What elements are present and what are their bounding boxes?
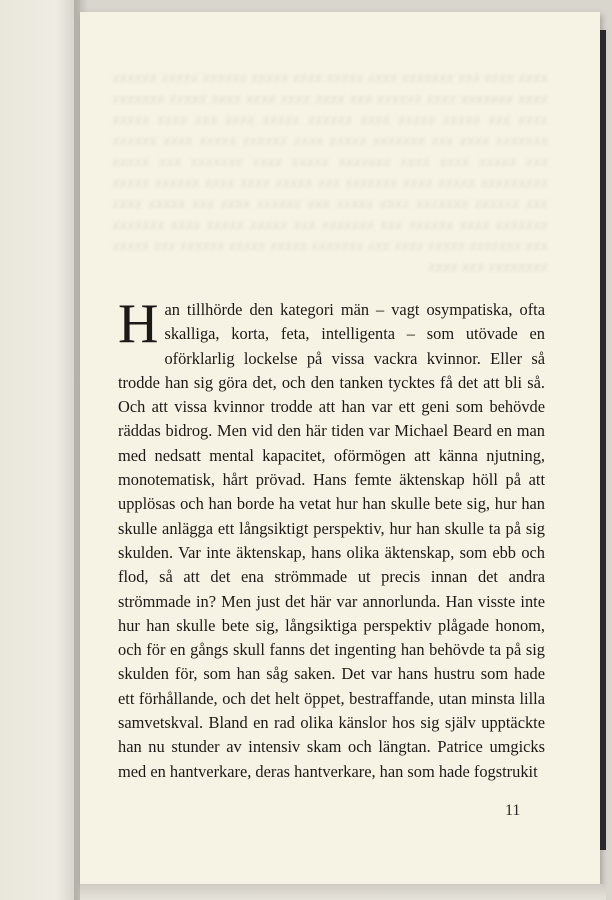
show-through-text: xxxx xxxx xxx xxxxxxx xxxx xxxxx xxxx xxxxx xxxxxx xxxxx xxxxxx xxxx xxxxxxx xxxx xxxxxx xxx xxxx xxxx xxxx xxxx xxxxx xxxxxxx xxxx xxx xxxxx xxxxx xxxx xxxxxx xxxxx xxxx xxx xxxx xxxxx xxxxxxx xxxx xxx xxxxxxx xxxxx xxxx xxxxxx xxxxx xxxx xxxxxx xxx xxxxx xxxx xxxx xxxxxxx xxxxx xxxx xxxxxxx xxx xxxxx xxxxxxxxx xxxxx xxxx xxxxxxx xxx xxxxx xxxx xxxx xxxxxx xxxxx xxx xxxxxx xxxxxxx xxxx xxxxx xxx xxxxxx xxxx xxx xxxxx xxxx xxxxxxx xxxx xxxxxx xxx xxxxxxx xxx xxxxx xxxxx xxxx xxxxxxx xxx xxxxxxx xxxxx xxxx xxx xxxxxxx xxxxx xxxxx xxxxxx xxx xxxxx xxxxxxxx xxx xxxx (112, 70, 548, 275)
left-page (0, 0, 80, 900)
drop-cap: H (118, 293, 159, 355)
page-number: 11 (505, 802, 521, 819)
book-cover-edge (600, 30, 606, 850)
page-bottom-edge (80, 884, 606, 900)
body-text: an tillhörde den kategori män – vagt osympatiska, ofta skalliga, korta, feta, intelligenta – som utövade en oförklarlig lockelse på vissa vackra kvinnor. Eller så trodde han sig göra det, och den tanken tycktes få det att bli så. Och att vissa kvinnor trodde att han var ett geni som behövde räddas bidrog. Men vid den här tiden var Michael Beard en man med nedsatt mental kapacitet, oförmögen att känna njutning, monotematisk, hårt prövad. Hans femte äktenskap höll på att upplösas och han borde ha vetat hur han skulle bete sig, hur han skulle anlägga ett långsiktigt perspektiv, hur han skulle ta på sig skulden. Var inte äktenskap, hans olika äktenskap, som ebb och flod, så att det ena strömmade ut precis innan det andra strömmade in? Men just det här var annorlunda. Han visste inte hur han skulle bete sig, långsiktiga perspektiv plågade honom, och för en gångs skull fanns det ingenting han behövde ta på sig skulden för, som han såg saken. Det var hans hustru som hade ett förhållande, och det helt öppet, bestraffande, utan minsta lilla samvetskval. Bland en rad olika känslor hos sig själv upptäckte han nu stunder av intensiv skam och längtan. Patrice umgicks med en hantverkare, deras hantverkare, han som hade fogstrukit (118, 300, 545, 781)
body-text-block (118, 293, 545, 784)
